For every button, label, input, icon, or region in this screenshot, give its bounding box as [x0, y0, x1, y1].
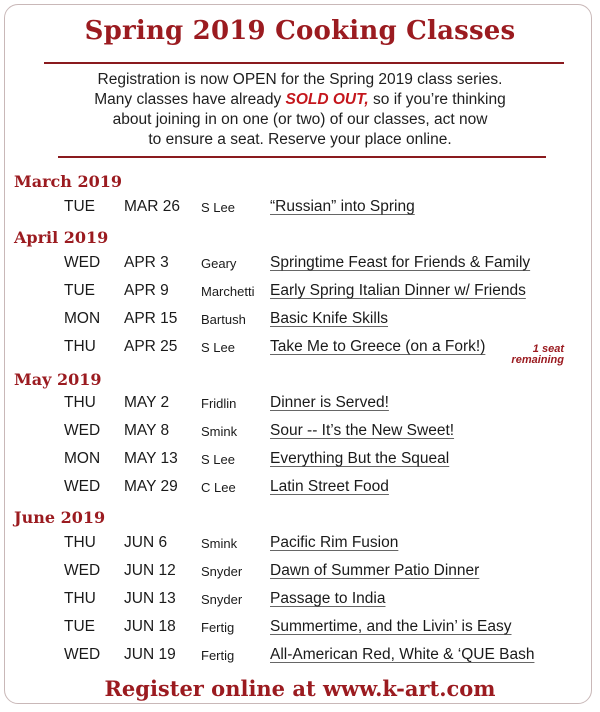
class-instructor: Marchetti	[201, 284, 255, 299]
class-day: WED	[64, 422, 101, 439]
month-heading-may: May 2019	[14, 370, 102, 389]
class-instructor: S Lee	[201, 452, 235, 467]
class-title-link[interactable]: Early Spring Italian Dinner w/ Friends	[270, 282, 526, 299]
class-title-link[interactable]: Dawn of Summer Patio Dinner	[270, 562, 480, 579]
class-day: THU	[64, 590, 96, 607]
class-row	[0, 254, 600, 276]
class-date: MAR 26	[124, 198, 180, 215]
class-row	[0, 590, 600, 612]
class-instructor: Fertig	[201, 648, 235, 663]
class-day: WED	[64, 562, 101, 579]
class-date: MAY 29	[124, 478, 178, 495]
class-date: JUN 6	[124, 534, 168, 551]
class-row	[0, 282, 600, 304]
intro-line-2-end: so if you’re thinking	[368, 91, 506, 108]
class-title-link[interactable]: Take Me to Greece (on a Fork!)	[270, 338, 486, 355]
intro-line-4: to ensure a seat. Reserve your place online.	[148, 131, 452, 148]
class-instructor: Fertig	[201, 620, 235, 635]
class-title-link[interactable]: Sour -- It’s the New Sweet!	[270, 422, 455, 439]
class-title-link[interactable]: Summertime, and the Livin’ is Easy	[270, 618, 512, 635]
intro-line-2	[40, 90, 560, 110]
class-instructor: Snyder	[201, 592, 243, 607]
class-row	[0, 618, 600, 640]
class-title-link[interactable]: Passage to India	[270, 590, 386, 607]
class-instructor: Smink	[201, 424, 238, 439]
intro-divider	[58, 156, 546, 158]
class-day: TUE	[64, 282, 95, 299]
intro-line-2-start: Many classes have already	[94, 91, 286, 108]
class-row	[0, 646, 600, 668]
class-date: JUN 13	[124, 590, 176, 607]
class-title-link[interactable]: Latin Street Food	[270, 478, 389, 495]
class-instructor: C Lee	[201, 480, 236, 495]
seats-label: remaining	[511, 354, 564, 366]
class-title-link[interactable]: All-American Red, White & ‘QUE Bash	[270, 646, 535, 663]
seats-remaining-note	[511, 344, 564, 366]
class-row	[0, 562, 600, 584]
class-date: MAY 2	[124, 394, 170, 411]
intro-line-3: about joining in on one (or two) of our classes, act now	[112, 111, 488, 128]
class-day: MON	[64, 450, 101, 467]
class-instructor: S Lee	[201, 340, 235, 355]
class-row	[0, 450, 600, 472]
intro-line-1: Registration is now OPEN for the Spring 2019 class series.	[97, 71, 503, 88]
class-date: MAY 13	[124, 450, 178, 467]
class-date: APR 3	[124, 254, 169, 271]
class-instructor: Fridlin	[201, 396, 237, 411]
class-row	[0, 338, 600, 360]
class-day: MON	[64, 310, 101, 327]
page-title: Spring 2019 Cooking Classes	[84, 16, 516, 46]
class-row	[0, 534, 600, 556]
class-row	[0, 394, 600, 416]
class-date: JUN 12	[124, 562, 176, 579]
class-title-link[interactable]: Springtime Feast for Friends & Family	[270, 254, 531, 271]
class-day: TUE	[64, 618, 95, 635]
class-title-link[interactable]: Pacific Rim Fusion	[270, 534, 399, 551]
class-title-link[interactable]: Dinner is Served!	[270, 394, 389, 411]
class-date: APR 9	[124, 282, 169, 299]
class-day: WED	[64, 646, 101, 663]
class-instructor: Smink	[201, 536, 238, 551]
class-date: JUN 18	[124, 618, 176, 635]
class-day: WED	[64, 478, 101, 495]
seats-count: 1 seat	[532, 343, 564, 355]
class-instructor: Bartush	[201, 312, 246, 327]
class-date: JUN 19	[124, 646, 176, 663]
class-day: THU	[64, 338, 96, 355]
class-instructor: S Lee	[201, 200, 235, 215]
title-divider	[44, 62, 564, 64]
class-title-link[interactable]: Everything But the Squeal	[270, 450, 450, 467]
class-date: MAY 8	[124, 422, 170, 439]
sold-out-emphasis: SOLD OUT,	[285, 91, 369, 108]
class-row	[0, 478, 600, 500]
class-instructor: Geary	[201, 256, 237, 271]
class-title-link[interactable]: Basic Knife Skills	[270, 310, 389, 327]
class-row	[0, 310, 600, 332]
register-online-link[interactable]: Register online at www.k-art.com	[104, 676, 496, 701]
month-heading-april: April 2019	[14, 228, 109, 247]
month-heading-june: June 2019	[14, 508, 106, 527]
class-day: THU	[64, 534, 96, 551]
class-day: THU	[64, 394, 96, 411]
class-day: TUE	[64, 198, 95, 215]
class-day: WED	[64, 254, 101, 271]
class-date: APR 25	[124, 338, 178, 355]
class-instructor: Snyder	[201, 564, 243, 579]
intro-text	[40, 70, 560, 150]
class-title-link[interactable]: “Russian” into Spring	[270, 198, 415, 215]
class-row	[0, 198, 600, 220]
class-row	[0, 422, 600, 444]
month-heading-march: March 2019	[14, 172, 122, 191]
class-date: APR 15	[124, 310, 178, 327]
